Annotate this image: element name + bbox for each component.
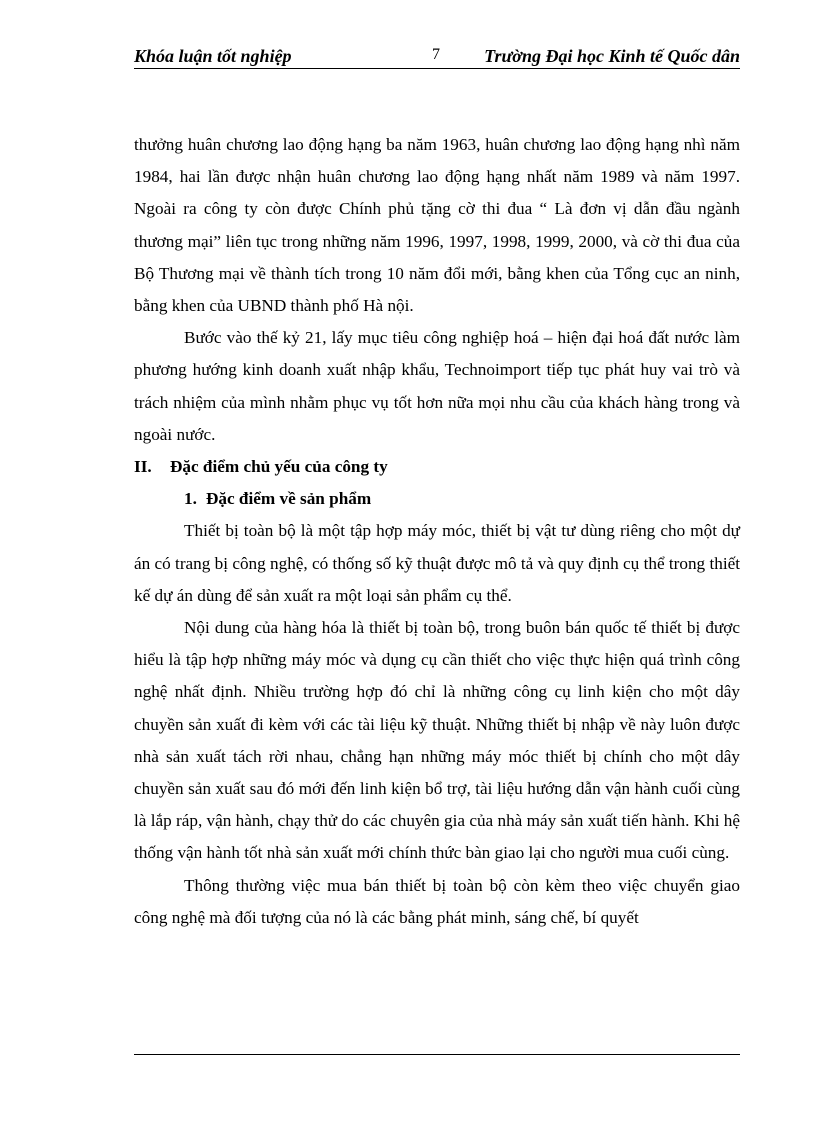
subsection-heading-text: Đặc điểm về sản phẩm [206,489,372,509]
paragraph-3: Thiết bị toàn bộ là một tập hợp máy móc, thiết bị vật tư dùng riêng cho một dự án có trang bị công nghệ, có thống số kỹ thuật được mô tả và quy định cụ thể trong thiết kế dự án dùng để sản xuất ra một loại sản phẩm cụ thể. [134,521,740,605]
section-heading-number: II. [134,457,152,477]
section-heading-text: Đặc điểm chủ yếu của công ty [170,457,388,477]
header-university-name: Trường Đại học Kinh tế Quốc dân [484,46,740,66]
page-number: 7 [432,46,440,63]
header-thesis-title: Khóa luận tốt nghiệp [134,46,292,66]
document-body [134,129,740,934]
paragraph-4: Nội dung của hàng hóa là thiết bị toàn bộ, trong buôn bán quốc tế thiết bị được hiểu là tập hợp những máy móc và dụng cụ cần thiết cho việc thực hiện quá trình công nghệ nhất định. Nhiều trường hợp đó chỉ là những công cụ linh kiện cho một dây chuyền sản xuất đi kèm với các tài liệu kỹ thuật. Những thiết bị nhập về này luôn được nhà sản xuất tách rời nhau, chẳng hạn những máy móc thiết bị chính cho một dây chuyền sản xuất sau đó mới đến linh kiện bổ trợ, tài liệu hướng dẫn vận hành cuối cùng là lắp ráp, vận hành, chạy thử do các chuyên gia của nhà máy sản xuất tiến hành. Khi hệ thống vận hành tốt nhà sản xuất mới chính thức bàn giao lại cho người mua cuối cùng. [134,618,740,863]
footer-rule [134,1054,740,1055]
paragraph-1: thưởng huân chương lao động hạng ba năm 1963, huân chương lao động hạng nhì năm 1984, hai lần được nhận huân chương lao động hạng nhất năm 1989 và năm 1997. Ngoài ra công ty còn được Chính phủ tặng cờ thi đua “ Là đơn vị dẫn đầu ngành thương mại” liên tục trong những năm 1996, 1997, 1998, 1999, 2000, và cờ thi đua của Bộ Thương mại về thành tích trong 10 năm đổi mới, bằng khen của Tổng cục an ninh, bằng khen của UBND thành phố Hà nội. [134,135,740,316]
paragraph-2: Bước vào thế kỷ 21, lấy mục tiêu công nghiệp hoá – hiện đại hoá đất nước làm phương hướng kinh doanh xuất nhập khẩu, Technoimport tiếp tục phát huy vai trò và trách nhiệm của mình nhằm phục vụ tốt hơn nữa mọi nhu cầu của khách hàng trong và ngoài nước. [134,328,740,444]
section-heading [134,451,740,483]
subsection-heading [134,483,740,515]
page-header [134,44,740,70]
header-rule [134,68,740,69]
subsection-heading-number: 1. [184,489,197,509]
paragraph-5: Thông thường việc mua bán thiết bị toàn bộ còn kèm theo việc chuyển giao công nghệ mà đối tượng của nó là các bằng phát minh, sáng chế, bí quyết [134,875,740,927]
